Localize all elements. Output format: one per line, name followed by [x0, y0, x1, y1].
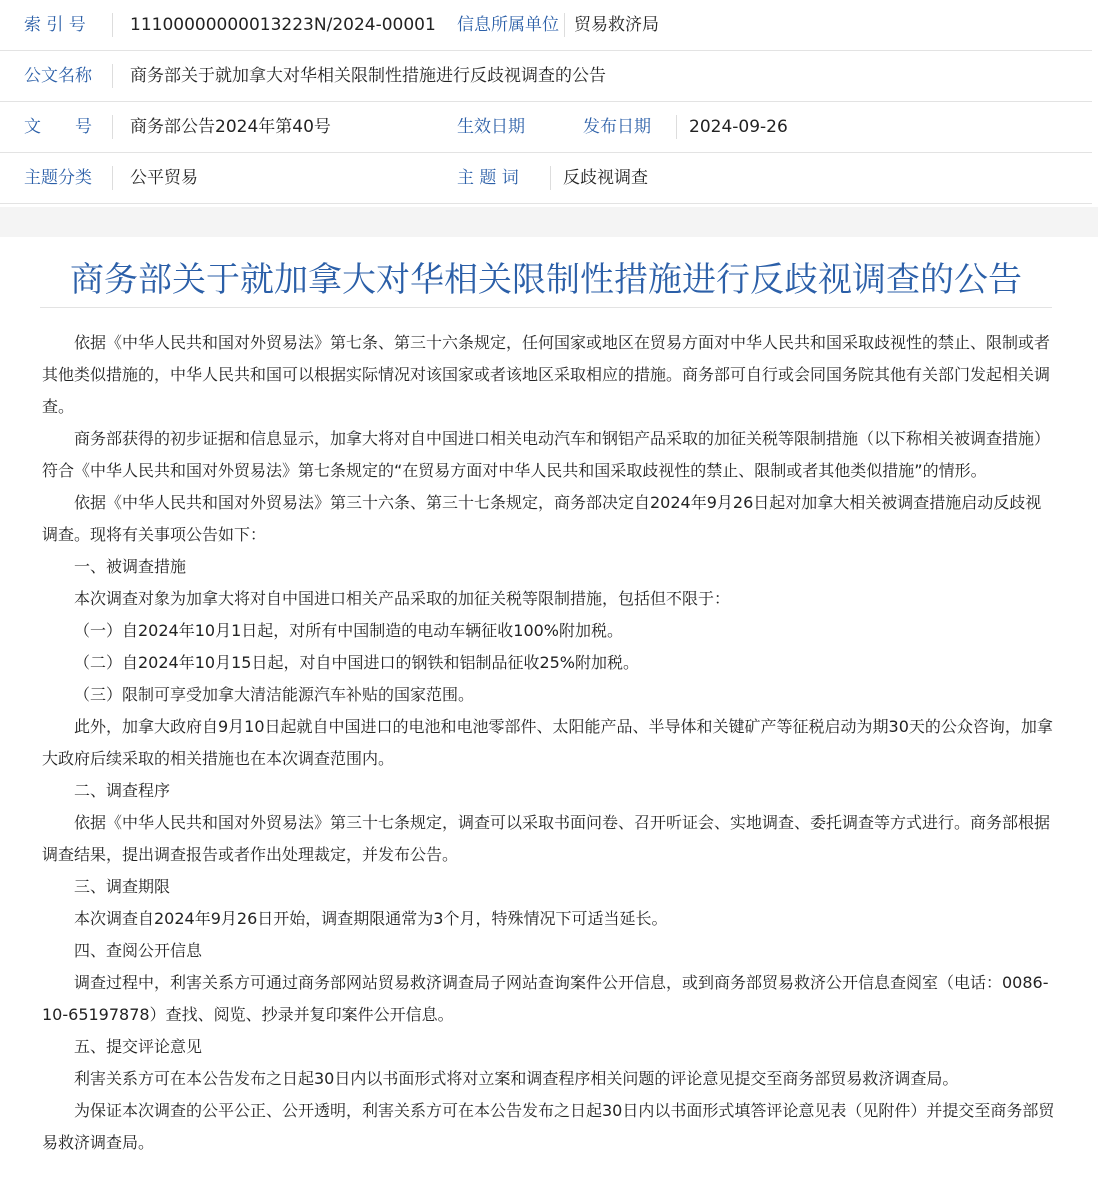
section-heading: 五、提交评论意见	[74, 1037, 203, 1056]
paragraph: 调查过程中，利害关系方可通过商务部网站贸易救济调查局子网站查询案件公开信息，或到商务部贸易救济公开信息查阅室（电话：0086-10-65197878）查找、阅览、抄录并复印案件公开信息。	[42, 973, 1049, 1024]
article-title: 商务部关于就加拿大对华相关限制性措施进行反歧视调查的公告	[40, 255, 1052, 308]
section-heading: 一、被调查措施	[74, 557, 187, 576]
divider	[550, 166, 551, 190]
paragraph: 商务部获得的初步证据和信息显示，加拿大将对自中国进口相关电动汽车和钢铝产品采取的加征关税等限制措施（以下称相关被调查措施）符合《中华人民共和国对外贸易法》第七条规定的“在贸易方面对中华人民共和国采取歧视性的禁止、限制或者其他类似措施”的情形。	[42, 429, 1051, 480]
publish-date-label: 发布日期	[583, 117, 651, 137]
paragraph: 依据《中华人民共和国对外贸易法》第三十六条、第三十七条规定，商务部决定自2024年9月26日起对加拿大相关被调查措施启动反歧视调查。现将有关事项公告如下：	[42, 493, 1042, 544]
paragraph: 依据《中华人民共和国对外贸易法》第三十七条规定，调查可以采取书面问卷、召开听证会、实地调查、委托调查等方式进行。商务部根据调查结果，提出调查报告或者作出处理裁定，并发布公告。	[42, 813, 1051, 864]
divider	[112, 115, 113, 139]
unit-value: 贸易救济局	[574, 15, 659, 35]
keyword-value: 反歧视调查	[563, 168, 648, 188]
meta-row-topic	[0, 153, 1092, 204]
list-item: （二）自2024年10月15日起，对自中国进口的钢铁和铝制品征收25%附加税。	[74, 653, 640, 672]
doc-name-value: 商务部关于就加拿大对华相关限制性措施进行反歧视调查的公告	[130, 66, 606, 86]
article-body	[42, 327, 1056, 1159]
paragraph: 依据《中华人民共和国对外贸易法》第七条、第三十六条规定，任何国家或地区在贸易方面对中华人民共和国采取歧视性的禁止、限制或者其他类似措施的，中华人民共和国可以根据实际情况对该国家或者该地区采取相应的措施。商务部可自行或会同国务院其他有关部门发起相关调查。	[42, 333, 1051, 416]
effective-date-label: 生效日期	[457, 117, 525, 137]
index-label: 索 引 号	[24, 15, 86, 35]
publish-date-value: 2024-09-26	[689, 117, 788, 137]
topic-value: 公平贸易	[130, 168, 198, 188]
list-item: （三）限制可享受加拿大清洁能源汽车补贴的国家范围。	[74, 685, 475, 704]
section-heading: 三、调查期限	[74, 877, 171, 896]
meta-row-doc-name	[0, 51, 1092, 102]
doc-no-value: 商务部公告2024年第40号	[130, 117, 331, 137]
list-item: （一）自2024年10月1日起，对所有中国制造的电动车辆征收100%附加税。	[74, 621, 624, 640]
section-heading: 二、调查程序	[74, 781, 171, 800]
unit-label: 信息所属单位	[457, 15, 559, 35]
meta-row-doc-no	[0, 102, 1092, 153]
paragraph: 本次调查自2024年9月26日开始，调查期限通常为3个月，特殊情况下可适当延长。	[74, 909, 668, 928]
section-gap	[0, 207, 1098, 237]
divider	[112, 64, 113, 88]
paragraph: 此外，加拿大政府自9月10日起就自中国进口的电池和电池零部件、太阳能产品、半导体和关键矿产等征税启动为期30天的公众咨询，加拿大政府后续采取的相关措施也在本次调查范围内。	[42, 717, 1053, 768]
keyword-label: 主 题 词	[457, 168, 519, 188]
metadata-table	[0, 0, 1092, 204]
section-heading: 四、查阅公开信息	[74, 941, 203, 960]
meta-row-index	[0, 0, 1092, 51]
paragraph: 本次调查对象为加拿大将对自中国进口相关产品采取的加征关税等限制措施，包括但不限于：	[74, 589, 731, 608]
paragraph: 为保证本次调查的公平公正、公开透明，利害关系方可在本公告发布之日起30日内以书面形式填答评论意见表（见附件）并提交至商务部贸易救济调查局。	[42, 1101, 1055, 1152]
paragraph: 利害关系方可在本公告发布之日起30日内以书面形式将对立案和调查程序相关问题的评论意见提交至商务部贸易救济调查局。	[74, 1069, 959, 1088]
topic-label: 主题分类	[24, 168, 92, 188]
divider	[676, 115, 677, 139]
doc-no-label: 文 号	[24, 117, 92, 137]
divider	[564, 13, 565, 37]
divider	[112, 166, 113, 190]
divider	[112, 13, 113, 37]
doc-name-label: 公文名称	[24, 66, 92, 86]
index-value: 11100000000013223N/2024-00001	[130, 15, 436, 35]
